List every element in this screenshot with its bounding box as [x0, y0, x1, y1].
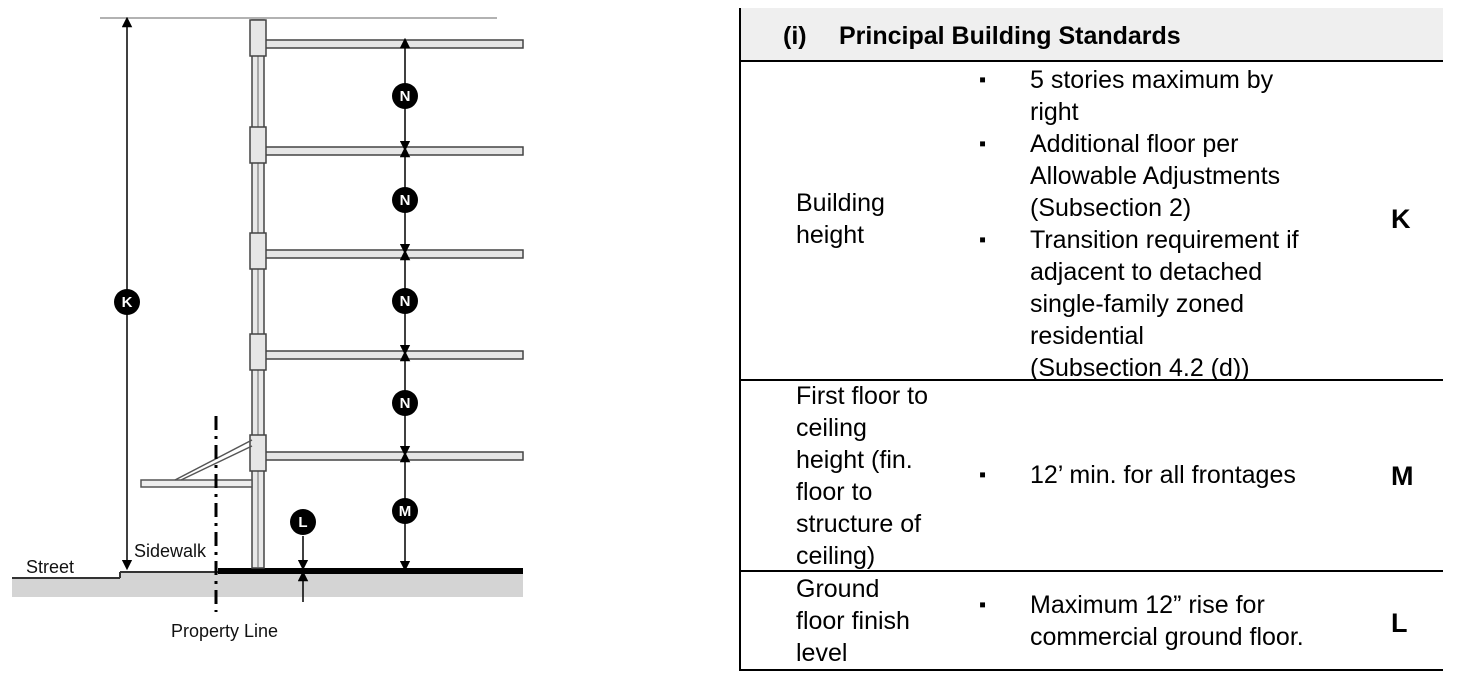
- table-row-first-floor-height: [741, 381, 1443, 572]
- row-label-line: floor finish: [796, 607, 910, 635]
- bullet-line: single-family zoned: [1030, 290, 1244, 318]
- bullet-text: [1030, 224, 1350, 384]
- sidewalk-label: Sidewalk: [134, 541, 207, 561]
- marker-n-4: [392, 390, 418, 416]
- bullet-text: [1030, 128, 1350, 224]
- marker-l: [290, 509, 316, 535]
- bullet-line: right: [1030, 98, 1079, 126]
- bullet-line: 5 stories maximum by: [1030, 66, 1274, 94]
- bullet-text: [1030, 64, 1350, 128]
- street-label: Street: [26, 557, 75, 577]
- bullet-marker: ▪: [979, 69, 987, 91]
- section-number: (i): [783, 22, 807, 50]
- table-row-building-height: [741, 62, 1443, 381]
- bullet-marker: ▪: [979, 594, 987, 616]
- row-label-line: Ground: [796, 575, 880, 603]
- row-label: [796, 573, 951, 669]
- svg-text:N: N: [399, 88, 411, 105]
- row-label-line: height: [796, 221, 865, 249]
- table-header: [741, 8, 1443, 62]
- canopy: [141, 440, 252, 487]
- property-line-label: Property Line: [171, 621, 279, 641]
- svg-text:M: M: [398, 503, 412, 520]
- bullet-line: 12’ min. for all frontages: [1030, 461, 1296, 489]
- bullet-line: residential: [1030, 322, 1144, 350]
- svg-text:N: N: [399, 395, 411, 412]
- row-label-line: Building: [796, 189, 885, 217]
- marker-m: [392, 498, 418, 524]
- row-label-line: floor to: [796, 478, 873, 506]
- svg-text:N: N: [399, 192, 411, 209]
- bullet-marker: ▪: [979, 229, 987, 251]
- code-letter-l: L: [1391, 608, 1408, 638]
- bullet-line: (Subsection 2): [1030, 194, 1192, 222]
- bullet-line: Allowable Adjustments: [1030, 162, 1281, 190]
- building-section-diagram: [0, 0, 700, 687]
- bullet-text: [1030, 459, 1350, 491]
- finish-floor-slab: [218, 568, 523, 574]
- row-label-line: structure of: [796, 510, 922, 538]
- bullet-line: (Subsection 4.2 (d)): [1030, 354, 1250, 382]
- marker-n-2: [392, 187, 418, 213]
- row-label-line: height (fin.: [796, 446, 913, 474]
- bullet-line: Maximum 12” rise for: [1030, 591, 1265, 619]
- bullet-text: [1030, 589, 1350, 653]
- svg-text:K: K: [121, 294, 133, 311]
- row-label: [796, 187, 951, 251]
- row-label-line: level: [796, 639, 848, 667]
- bullet-line: Transition requirement if: [1030, 226, 1299, 254]
- bullet-line: adjacent to detached: [1030, 258, 1263, 286]
- code-letter-m: M: [1391, 461, 1414, 491]
- ground: [12, 572, 523, 597]
- marker-n-1: [392, 83, 418, 109]
- principal-building-standards-table: [739, 8, 1443, 671]
- marker-n-3: [392, 288, 418, 314]
- table-title: Principal Building Standards: [839, 22, 1181, 50]
- marker-k: [114, 289, 140, 315]
- row-label-line: ceiling): [796, 542, 876, 570]
- bullet-marker: ▪: [979, 464, 987, 486]
- svg-text:L: L: [298, 514, 308, 531]
- bullet-line: Additional floor per: [1030, 130, 1239, 158]
- bullet-marker: ▪: [979, 133, 987, 155]
- row-label-line: First floor to: [796, 382, 928, 410]
- svg-text:N: N: [399, 293, 411, 310]
- code-letter-k: K: [1391, 204, 1411, 234]
- row-label: [796, 380, 951, 572]
- row-label-line: ceiling: [796, 414, 867, 442]
- bullet-line: commercial ground floor.: [1030, 623, 1304, 651]
- table-row-ground-floor-finish: [741, 572, 1443, 671]
